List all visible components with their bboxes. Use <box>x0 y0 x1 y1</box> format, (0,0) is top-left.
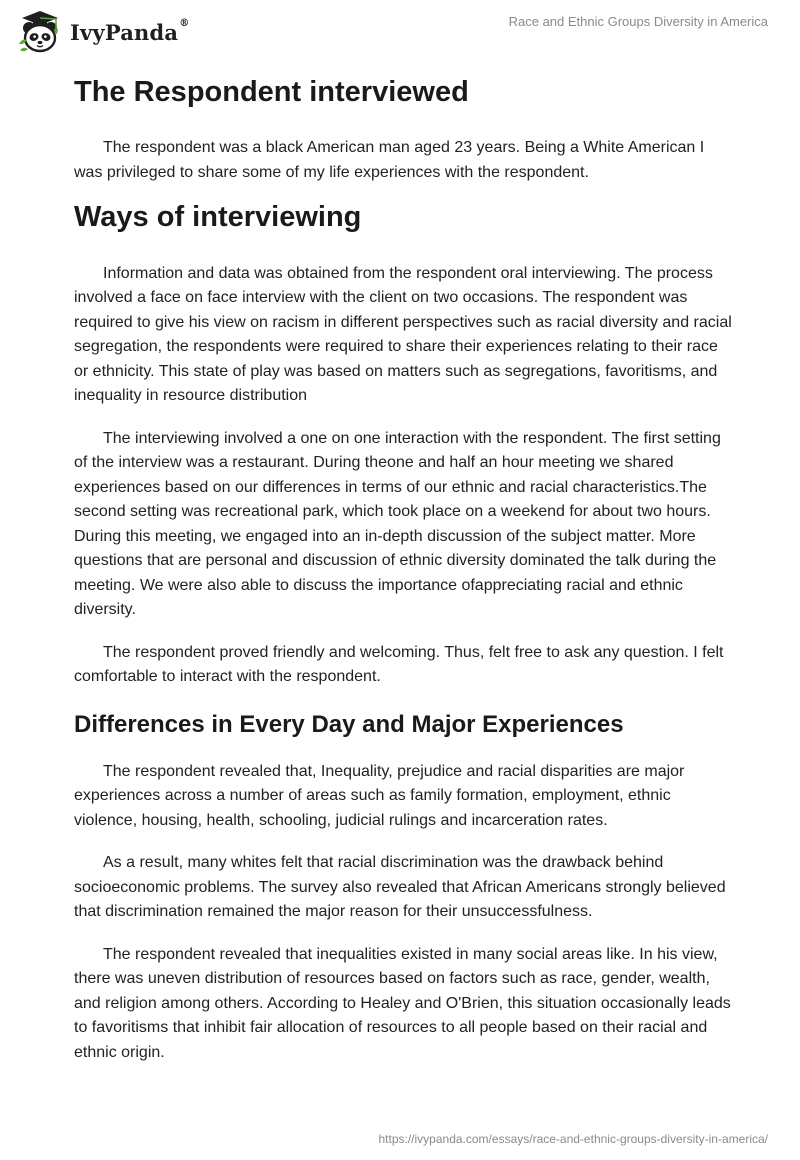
paragraph: Information and data was obtained from the respondent oral interviewing. The process involved a face on face interview with the client on two occasions. The respondent was required to give his view on racism in different perspectives such as racial diversity and racial segregation, the respondents were required to share their experiences relating to their race or ethnicity. This state of play was based on matters such as segregations, favoritisms, and inequality in resource distribution <box>74 264 732 404</box>
heading-respondent: The Respondent interviewed <box>74 76 469 108</box>
paragraph: The respondent proved friendly and welcoming. Thus, felt free to ask any question. I felt comfortable to interact with the respondent. <box>74 643 724 685</box>
source-url[interactable]: https://ivypanda.com/essays/race-and-ethnic-groups-diversity-in-america/ <box>378 1132 768 1146</box>
panda-mortarboard-icon <box>16 8 64 54</box>
paragraph: The interviewing involved a one on one interaction with the respondent. The first setting of the interview was a restaurant. During theone and half an hour meeting we shared experiences based on our differences in terms of our ethnic and racial characteristics.The second setting was recreational park, which took place on a weekend for about two hours. During this meeting, we engaged into an in-depth discussion of the subject matter. More questions that are personal and discussion of ethnic diversity dominated the talk during the meeting. We were also able to discuss the importance ofappreciating racial and ethnic diversity. <box>74 429 721 618</box>
paragraph: The respondent revealed that, Inequality, prejudice and racial disparities are major experiences across a number of areas such as family formation, employment, ethnic violence, housing, health, schooling, judicial rulings and incarceration rates. <box>74 762 685 829</box>
logo-text: IvyPanda® <box>70 17 190 45</box>
ivypanda-logo[interactable] <box>16 8 189 54</box>
heading-differences: Differences in Every Day and Major Experiences <box>74 710 624 738</box>
paragraph: As a result, many whites felt that racial discrimination was the drawback behind socioeconomic problems. The survey also revealed that African Americans strongly believed that discrimination remained the major reason for their unsuccessfulness. <box>74 854 726 920</box>
paragraph: The respondent was a black American man aged 23 years. Being a White American I was privileged to share some of my life experiences with the respondent. <box>74 139 705 181</box>
document-title: Race and Ethnic Groups Diversity in America <box>508 14 768 29</box>
heading-ways: Ways of interviewing <box>74 201 362 234</box>
page-header <box>0 0 800 62</box>
paragraph: The respondent revealed that inequalities existed in many social areas like. In his view, there was uneven distribution of resources based on factors such as race, gender, wealth, and religion among others. According to Healey and O'Brien, this situation occasionally leads to favoritisms that inhibit fair allocation of resources to all people based on their racial and ethnic origin. <box>74 945 731 1061</box>
essay-content <box>74 70 734 1065</box>
